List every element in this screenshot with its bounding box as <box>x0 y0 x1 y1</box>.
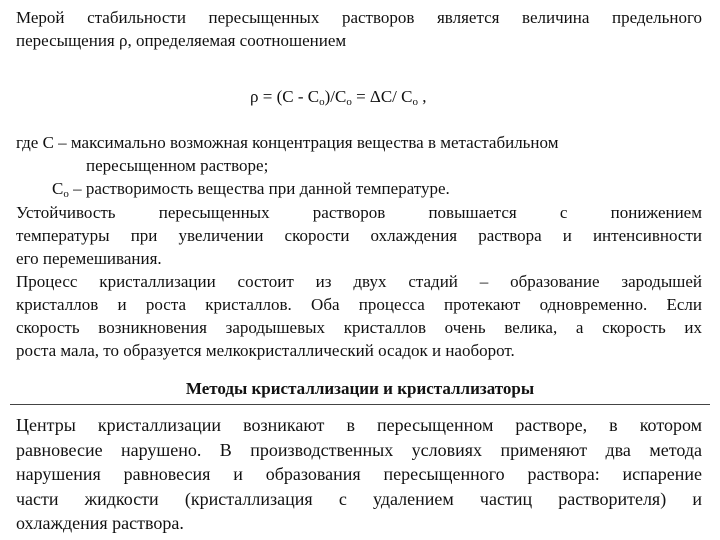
section-paragraph <box>16 413 702 536</box>
formula-part-3: = ΔC/ C <box>351 87 413 106</box>
definition-co-sub: o <box>63 188 69 200</box>
stability-line-3: его перемешивания. <box>16 249 162 268</box>
section-divider <box>10 404 710 405</box>
formula-part-1: = (C - C <box>258 87 320 106</box>
stability-line-1: Устойчивость пересыщенных растворов повышается с понижением <box>16 203 702 222</box>
section-line-5: охлаждения раствора. <box>16 513 184 533</box>
formula-part-2: )/C <box>324 87 347 106</box>
formula-sub-2: o <box>346 96 352 108</box>
definition-c-line-2: пересыщенном растворе; <box>86 156 269 175</box>
supersaturation-formula <box>250 85 426 114</box>
section-heading: Методы кристаллизации и кристаллизаторы <box>185 379 535 398</box>
section-line-4: части жидкости (кристаллизация с удалением частиц растворителя) и <box>16 488 702 509</box>
process-line-2: кристаллов и роста кристаллов. Оба процесса протекают одновременно. Если <box>16 295 702 314</box>
intro-paragraph <box>16 6 702 52</box>
formula-tail: , <box>417 87 427 106</box>
definitions <box>16 131 702 206</box>
process-line-4: роста мала, то образуется мелкокристаллический осадок и наоборот. <box>16 341 515 360</box>
stability-paragraph <box>16 201 702 270</box>
formula-sub-3: o <box>412 96 418 108</box>
process-paragraph <box>16 270 702 362</box>
formula-sub-1: o <box>319 96 325 108</box>
section-line-1: Центры кристаллизации возникают в пересыщенном растворе, в котором <box>16 415 702 435</box>
definition-co-text: – растворимость вещества при данной температуре. <box>68 179 450 198</box>
intro-line-1: Мерой стабильности пересыщенных растворов является величина предельного <box>16 8 702 27</box>
definition-c-line-1: где C – максимально возможная концентрация вещества в метастабильном <box>16 133 559 152</box>
intro-line-2: пересыщения ρ, определяемая соотношением <box>16 31 347 50</box>
formula-rho: ρ <box>250 87 259 106</box>
stability-line-2: температуры при увеличении скорости охлаждения раствора и интенсивности <box>16 226 702 245</box>
process-line-1: Процесс кристаллизации состоит из двух стадий – образование зародышей <box>16 272 702 291</box>
section-line-2: равновесие нарушено. В производственных условиях применяют два метода <box>16 439 702 460</box>
process-line-3: скорость возникновения зародышевых кристаллов очень велика, а скорость их <box>16 318 702 337</box>
section-line-3: нарушения равновесия и образования пересыщенного раствора: испарение <box>16 464 702 484</box>
definition-co-symbol: C <box>52 179 64 198</box>
